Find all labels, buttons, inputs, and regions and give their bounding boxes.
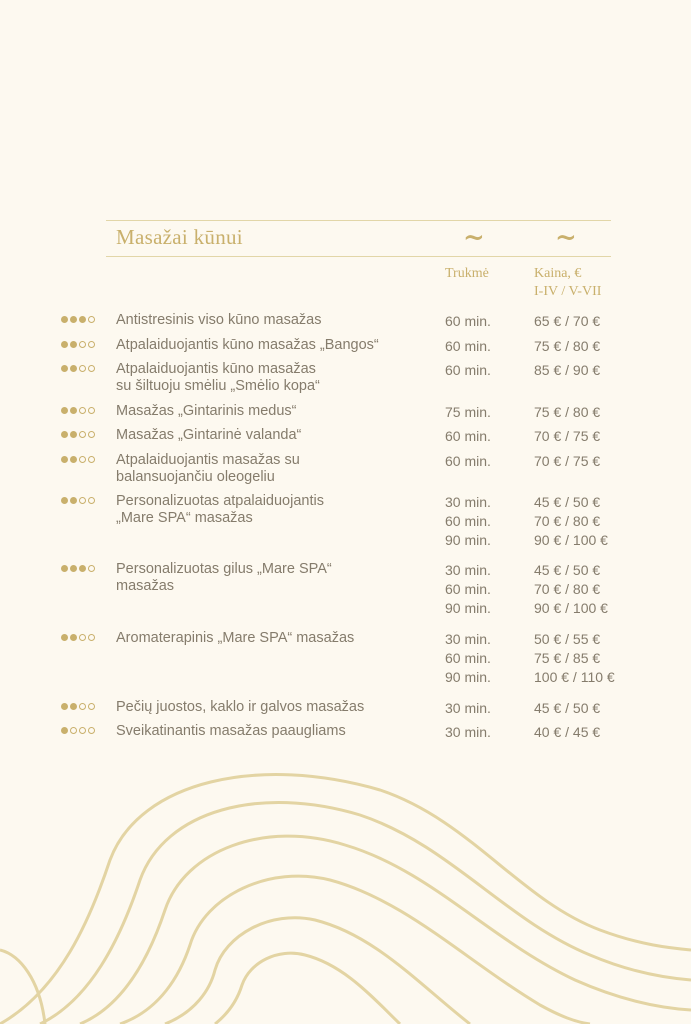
duration-value: 90 min. bbox=[445, 669, 491, 685]
price-value: 40 € / 45 € bbox=[534, 724, 601, 740]
duration-value: 30 min. bbox=[445, 631, 491, 647]
service-durations bbox=[445, 403, 491, 422]
service-prices bbox=[534, 452, 600, 471]
intensity-dot-empty-icon bbox=[79, 703, 86, 710]
intensity-dot-filled-icon bbox=[79, 316, 86, 323]
intensity-dot-filled-icon bbox=[70, 365, 77, 372]
tilde-price: ~ bbox=[555, 223, 577, 253]
intensity-dot-empty-icon bbox=[79, 341, 86, 348]
service-name: Masažas „Gintarinis medus“ bbox=[116, 403, 297, 419]
intensity-dot-filled-icon bbox=[70, 407, 77, 414]
intensity-dot-filled-icon bbox=[61, 497, 68, 504]
intensity-dot-empty-icon bbox=[88, 431, 95, 438]
duration-value: 30 min. bbox=[445, 562, 491, 578]
duration-value: 60 min. bbox=[445, 428, 491, 444]
section-title: Masažai kūnui bbox=[116, 225, 243, 249]
duration-value: 90 min. bbox=[445, 600, 491, 616]
service-prices bbox=[534, 312, 600, 331]
rule-top bbox=[106, 220, 611, 221]
intensity-dot-filled-icon bbox=[70, 634, 77, 641]
price-value: 75 € / 80 € bbox=[534, 404, 601, 420]
price-header-line1: Kaina, € bbox=[534, 266, 582, 281]
service-durations bbox=[445, 561, 491, 618]
service-durations bbox=[445, 630, 491, 687]
duration-value: 90 min. bbox=[445, 532, 491, 548]
rule-bottom bbox=[106, 256, 611, 257]
price-value: 90 € / 100 € bbox=[534, 600, 608, 616]
intensity-dot-empty-icon bbox=[88, 316, 95, 323]
intensity-dot-filled-icon bbox=[61, 316, 68, 323]
duration-value: 75 min. bbox=[445, 404, 491, 420]
intensity-dot-empty-icon bbox=[88, 634, 95, 641]
price-value: 70 € / 80 € bbox=[534, 513, 601, 529]
intensity-dot-filled-icon bbox=[61, 456, 68, 463]
service-name: Masažas „Gintarinė valanda“ bbox=[116, 427, 302, 443]
service-durations bbox=[445, 493, 491, 550]
intensity-dots bbox=[61, 727, 95, 737]
price-value: 45 € / 50 € bbox=[534, 494, 601, 510]
service-name: Atpalaiduojantis kūno masažas „Bangos“ bbox=[116, 337, 379, 353]
duration-value: 30 min. bbox=[445, 724, 491, 740]
intensity-dots bbox=[61, 497, 95, 507]
service-name: Personalizuotas atpalaiduojantis „Mare SPA“ masažas bbox=[116, 493, 324, 526]
duration-value: 60 min. bbox=[445, 338, 491, 354]
price-value: 75 € / 80 € bbox=[534, 338, 601, 354]
duration-value: 30 min. bbox=[445, 700, 491, 716]
decorative-waves bbox=[0, 750, 691, 1024]
price-value: 70 € / 80 € bbox=[534, 581, 601, 597]
intensity-dots bbox=[61, 565, 95, 575]
service-prices bbox=[534, 699, 600, 718]
intensity-dots bbox=[61, 634, 95, 644]
price-value: 90 € / 100 € bbox=[534, 532, 608, 548]
service-durations bbox=[445, 699, 491, 718]
service-durations bbox=[445, 337, 491, 356]
intensity-dot-filled-icon bbox=[61, 565, 68, 572]
service-prices bbox=[534, 723, 600, 742]
service-prices bbox=[534, 427, 600, 446]
intensity-dots bbox=[61, 316, 95, 326]
intensity-dot-empty-icon bbox=[79, 634, 86, 641]
column-header-price bbox=[534, 265, 601, 301]
service-name: Sveikatinantis masažas paaugliams bbox=[116, 723, 346, 739]
service-prices bbox=[534, 493, 608, 550]
intensity-dots bbox=[61, 431, 95, 441]
intensity-dot-filled-icon bbox=[70, 703, 77, 710]
price-value: 50 € / 55 € bbox=[534, 631, 601, 647]
duration-value: 60 min. bbox=[445, 650, 491, 666]
column-header-duration: Trukmė bbox=[445, 266, 489, 281]
price-value: 70 € / 75 € bbox=[534, 428, 601, 444]
price-value: 45 € / 50 € bbox=[534, 562, 601, 578]
service-name: Personalizuotas gilus „Mare SPA“ masažas bbox=[116, 561, 332, 594]
service-name: Atpalaiduojantis kūno masažas su šiltuoju smėliu „Smėlio kopa“ bbox=[116, 361, 320, 394]
intensity-dot-empty-icon bbox=[79, 365, 86, 372]
tilde-duration: ~ bbox=[463, 223, 485, 253]
intensity-dot-empty-icon bbox=[88, 565, 95, 572]
intensity-dot-empty-icon bbox=[88, 456, 95, 463]
duration-value: 30 min. bbox=[445, 494, 491, 510]
price-value: 85 € / 90 € bbox=[534, 362, 601, 378]
service-durations bbox=[445, 312, 491, 331]
intensity-dot-filled-icon bbox=[79, 565, 86, 572]
intensity-dot-empty-icon bbox=[88, 497, 95, 504]
service-name: Antistresinis viso kūno masažas bbox=[116, 312, 322, 328]
service-prices bbox=[534, 630, 615, 687]
price-value: 70 € / 75 € bbox=[534, 453, 601, 469]
intensity-dot-filled-icon bbox=[70, 565, 77, 572]
duration-value: 60 min. bbox=[445, 313, 491, 329]
price-value: 75 € / 85 € bbox=[534, 650, 601, 666]
intensity-dot-filled-icon bbox=[61, 703, 68, 710]
intensity-dot-filled-icon bbox=[61, 431, 68, 438]
price-value: 100 € / 110 € bbox=[534, 669, 615, 685]
service-durations bbox=[445, 427, 491, 446]
intensity-dot-empty-icon bbox=[88, 341, 95, 348]
intensity-dots bbox=[61, 365, 95, 375]
service-prices bbox=[534, 561, 608, 618]
intensity-dot-empty-icon bbox=[79, 431, 86, 438]
intensity-dot-empty-icon bbox=[79, 497, 86, 504]
intensity-dot-empty-icon bbox=[88, 365, 95, 372]
intensity-dots bbox=[61, 341, 95, 351]
intensity-dots bbox=[61, 703, 95, 713]
intensity-dots bbox=[61, 456, 95, 466]
service-prices bbox=[534, 361, 600, 380]
service-name: Aromaterapinis „Mare SPA“ masažas bbox=[116, 630, 355, 646]
intensity-dot-filled-icon bbox=[70, 316, 77, 323]
intensity-dot-filled-icon bbox=[61, 727, 68, 734]
intensity-dot-filled-icon bbox=[70, 341, 77, 348]
intensity-dot-empty-icon bbox=[79, 727, 86, 734]
intensity-dot-empty-icon bbox=[88, 703, 95, 710]
intensity-dot-filled-icon bbox=[70, 456, 77, 463]
service-durations bbox=[445, 452, 491, 471]
intensity-dot-filled-icon bbox=[61, 634, 68, 641]
service-name: Atpalaiduojantis masažas su balansuojančiu oleogeliu bbox=[116, 452, 300, 485]
price-value: 45 € / 50 € bbox=[534, 700, 601, 716]
intensity-dot-filled-icon bbox=[61, 365, 68, 372]
service-prices bbox=[534, 337, 600, 356]
service-name: Pečių juostos, kaklo ir galvos masažas bbox=[116, 699, 365, 715]
service-prices bbox=[534, 403, 600, 422]
intensity-dot-empty-icon bbox=[79, 456, 86, 463]
intensity-dot-empty-icon bbox=[88, 407, 95, 414]
duration-value: 60 min. bbox=[445, 581, 491, 597]
service-durations bbox=[445, 723, 491, 742]
price-value: 65 € / 70 € bbox=[534, 313, 601, 329]
service-durations bbox=[445, 361, 491, 380]
intensity-dot-empty-icon bbox=[88, 727, 95, 734]
intensity-dot-filled-icon bbox=[61, 407, 68, 414]
duration-value: 60 min. bbox=[445, 513, 491, 529]
duration-value: 60 min. bbox=[445, 453, 491, 469]
price-header-line2: I-IV / V-VII bbox=[534, 284, 602, 299]
intensity-dot-filled-icon bbox=[61, 341, 68, 348]
intensity-dot-empty-icon bbox=[79, 407, 86, 414]
intensity-dot-empty-icon bbox=[70, 727, 77, 734]
duration-value: 60 min. bbox=[445, 362, 491, 378]
intensity-dot-filled-icon bbox=[70, 497, 77, 504]
intensity-dot-filled-icon bbox=[70, 431, 77, 438]
intensity-dots bbox=[61, 407, 95, 417]
